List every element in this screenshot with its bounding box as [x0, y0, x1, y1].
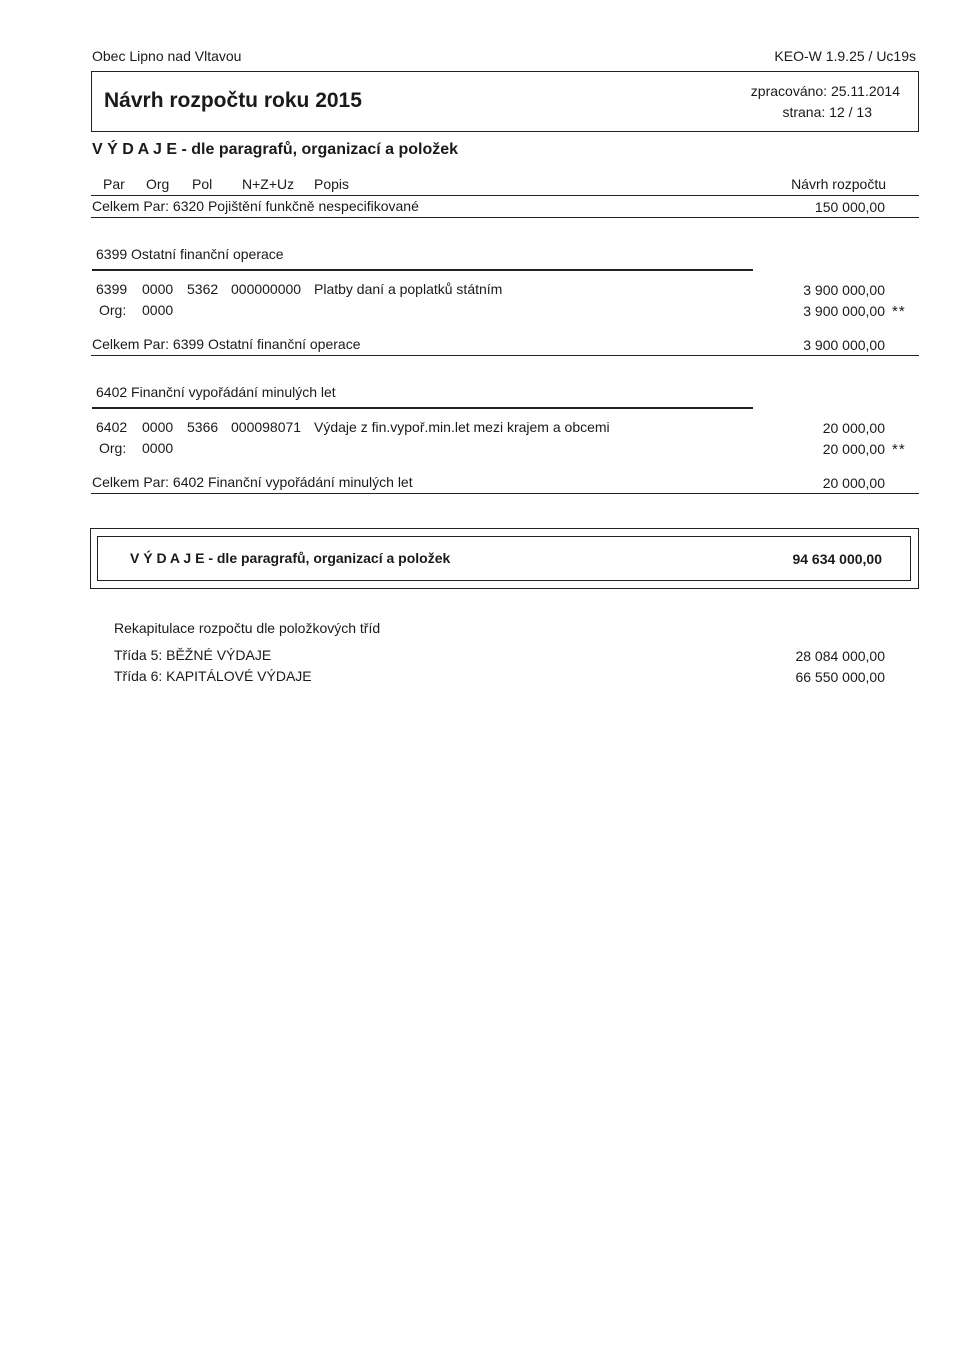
item-popis: Platby daní a poplatků státním: [314, 281, 503, 297]
paragraph-heading: 6402 Finanční vypořádání minulých let: [96, 384, 336, 400]
org-code: 0000: [142, 440, 174, 456]
item-popis: Výdaje z fin.vypoř.min.let mezi krajem a obcemi: [314, 419, 610, 435]
processed-info: [751, 83, 900, 99]
page-number: 12 / 13: [829, 104, 872, 120]
title-box: [91, 71, 919, 132]
page-title: Návrh rozpočtu roku 2015: [104, 89, 362, 112]
item-value: 20 000,00: [822, 420, 885, 436]
recap-row-label: Třída 6: KAPITÁLOVÉ VÝDAJE: [114, 668, 312, 684]
col-par: Par: [103, 176, 125, 192]
org-code: 0000: [142, 302, 174, 318]
org-label: Org:: [99, 440, 127, 456]
column-header-rule: [91, 195, 919, 196]
recap-row-label: Třída 5: BĚŽNÉ VÝDAJE: [114, 647, 272, 663]
grand-total-label: V Ý D A J E - dle paragrafů, organizací a položek: [130, 550, 451, 566]
item-pol: 5362: [187, 281, 219, 297]
paragraph-heading: 6399 Ostatní finanční operace: [96, 246, 284, 262]
section-title: V Ý D A J E - dle paragrafů, organizací a položek: [92, 141, 459, 158]
processed-label: zpracováno:: [750, 83, 828, 99]
item-nzuz: 000000000: [231, 281, 302, 297]
item-value: 3 900 000,00: [803, 282, 885, 298]
total-6402-value: 20 000,00: [822, 475, 885, 491]
org-value: 20 000,00: [822, 441, 885, 457]
org-subtotal-marker: **: [892, 441, 906, 458]
page-info: [782, 104, 872, 120]
grand-total-inner-box: [97, 536, 911, 581]
recap-row-value: 28 084 000,00: [795, 648, 885, 664]
item-org: 0000: [142, 419, 174, 435]
col-popis: Popis: [314, 176, 350, 192]
total-6402-rule: [91, 493, 919, 494]
page-label: strana:: [782, 104, 826, 120]
grand-total-value: 94 634 000,00: [792, 551, 882, 567]
recap-row-value: 66 550 000,00: [795, 669, 885, 685]
paragraph-rule: [92, 269, 753, 271]
paragraph-rule: [92, 407, 753, 409]
org-value: 3 900 000,00: [803, 303, 885, 319]
total-6399-value: 3 900 000,00: [803, 337, 885, 353]
col-budget: Návrh rozpočtu: [791, 176, 886, 192]
total-6320-label: Celkem Par: 6320 Pojištění funkčně nespecifikované: [92, 198, 419, 214]
item-org: 0000: [142, 281, 174, 297]
recap-title: Rekapitulace rozpočtu dle položkových tříd: [114, 620, 381, 636]
software-version: KEO-W 1.9.25 / Uc19s: [774, 48, 916, 64]
item-nzuz: 000098071: [231, 419, 302, 435]
item-pol: 5366: [187, 419, 219, 435]
org-subtotal-marker: **: [892, 303, 906, 320]
processed-date: 25.11.2014: [830, 83, 900, 99]
total-6402-label: Celkem Par: 6402 Finanční vypořádání minulých let: [92, 474, 413, 490]
total-6399-label: Celkem Par: 6399 Ostatní finanční operace: [92, 336, 361, 352]
municipality-name: Obec Lipno nad Vltavou: [92, 48, 242, 64]
col-nzuz: N+Z+Uz: [242, 176, 295, 192]
col-pol: Pol: [192, 176, 213, 192]
org-label: Org:: [99, 302, 127, 318]
grand-total-outer-box: [90, 528, 919, 589]
item-par: 6399: [96, 281, 128, 297]
item-par: 6402: [96, 419, 128, 435]
total-6320-value: 150 000,00: [814, 199, 885, 215]
total-6399-rule: [91, 355, 919, 356]
col-org: Org: [146, 176, 170, 192]
total-6320-rule: [91, 217, 919, 218]
